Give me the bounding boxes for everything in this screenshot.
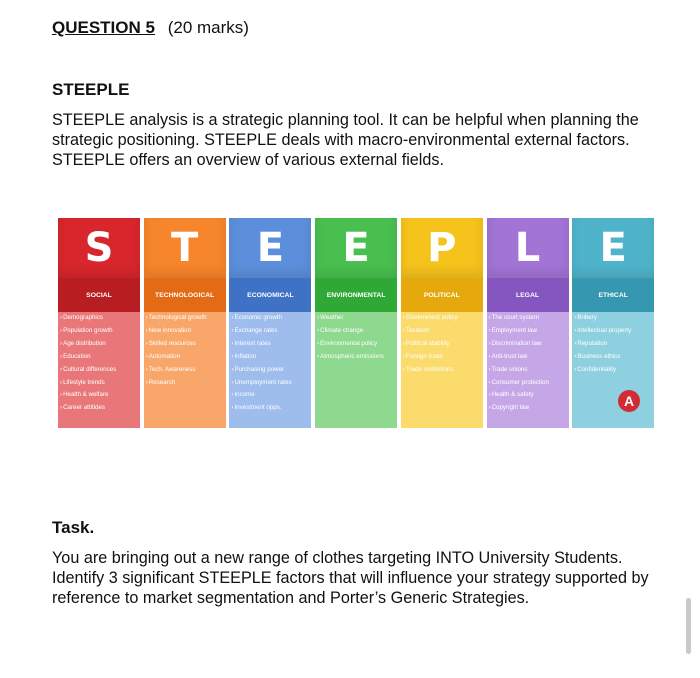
steeple-factor: › The court system (489, 314, 569, 322)
steeple-factor-list (315, 312, 397, 428)
steeple-factor: › Discrimination law (489, 340, 569, 348)
steeple-factor: › Political stability (403, 340, 483, 348)
section-title: STEEPLE (52, 80, 130, 99)
steeple-factor: › Climate change (317, 327, 397, 335)
steeple-factor-list (229, 312, 311, 428)
steeple-factor: › Demographics (60, 314, 140, 322)
steeple-label: ETHICAL (572, 278, 654, 312)
steeple-factor: › Cultural differences (60, 366, 140, 374)
steeple-factor: › Career attitides (60, 404, 140, 412)
steeple-letter: E (572, 218, 654, 278)
intro-paragraph: STEEPLE analysis is a strategic planning tool. It can be helpful when planning the strategic positioning. STEEPLE deals with macro-environmental external factors. STEEPLE offers an overview of various external fields. (52, 111, 639, 169)
steeple-factor: › Health & welfare (60, 391, 140, 399)
task-text: You are bringing out a new range of clothes targeting INTO University Students. Identify 3 significant STEEPLE factors that will influence your strategy supported by reference to market segmentation and Porter’s Generic Strategies. (52, 549, 649, 607)
steeple-factor: › Taxation (403, 327, 483, 335)
steeple-column-environmental (315, 218, 397, 428)
steeple-factor: › Trade restrictions (403, 366, 483, 374)
scrollbar-thumb[interactable] (686, 598, 691, 654)
steeple-factor-list (572, 312, 654, 428)
steeple-factor-list (401, 312, 483, 428)
steeple-column-legal (487, 218, 569, 428)
steeple-letter: L (487, 218, 569, 278)
steeple-label: ECONOMICAL (229, 278, 311, 312)
steeple-factor: › Business ethics (574, 353, 654, 361)
steeple-factor: › Automation (146, 353, 226, 361)
steeple-factor: › Lifestyle trends (60, 379, 140, 387)
steeple-factor-list (58, 312, 140, 428)
steeple-factor: › Income (231, 391, 311, 399)
steeple-factor: › New innovation (146, 327, 226, 335)
brand-logo-icon: A (618, 390, 640, 412)
steeple-factor: › Consumer protection (489, 379, 569, 387)
steeple-letter: T (144, 218, 226, 278)
steeple-label: TECHNOLOGICAL (144, 278, 226, 312)
steeple-letter: S (58, 218, 140, 278)
steeple-letter: E (229, 218, 311, 278)
steeple-label: ENVIRONMENTAL (315, 278, 397, 312)
steeple-factor: › Copyright law (489, 404, 569, 412)
steeple-column-social (58, 218, 140, 428)
steeple-factor-list (487, 312, 569, 428)
steeple-factor: › Reputation (574, 340, 654, 348)
steeple-factor: › Population growth (60, 327, 140, 335)
steeple-factor: › Technological growth (146, 314, 226, 322)
steeple-graphic (58, 218, 650, 430)
steeple-factor: › Foreign trade (403, 353, 483, 361)
steeple-factor: › Tech. Awareness (146, 366, 226, 374)
steeple-label: LEGAL (487, 278, 569, 312)
steeple-factor: › Health & safety (489, 391, 569, 399)
steeple-factor: › Environmental policy (317, 340, 397, 348)
steeple-factor: › Age distribution (60, 340, 140, 348)
steeple-factor: › Bribery (574, 314, 654, 322)
question-title: QUESTION 5 (52, 18, 155, 37)
question-header (52, 18, 249, 38)
steeple-letter: P (401, 218, 483, 278)
steeple-label: SOCIAL (58, 278, 140, 312)
steeple-factor: › Employment law (489, 327, 569, 335)
steeple-factor: › Purchasing power (231, 366, 311, 374)
steeple-column-technological (144, 218, 226, 428)
steeple-letter: E (315, 218, 397, 278)
steeple-factor: › Exchange rates (231, 327, 311, 335)
steeple-label: POLITICAL (401, 278, 483, 312)
steeple-factor: › Investment opps. (231, 404, 311, 412)
steeple-factor: › Skilled resources (146, 340, 226, 348)
steeple-factor: › Weather (317, 314, 397, 322)
steeple-column-ethical (572, 218, 654, 428)
steeple-factor: › Atmospheric emissions (317, 353, 397, 361)
steeple-factor: › Inflation (231, 353, 311, 361)
steeple-factor: › Government policy (403, 314, 483, 322)
steeple-column-economical (229, 218, 311, 428)
steeple-factor: › Research (146, 379, 226, 387)
steeple-factor: › Anti-trust law (489, 353, 569, 361)
task-title: Task. (52, 518, 95, 537)
steeple-factor-list (144, 312, 226, 428)
steeple-factor: › Confidentiality (574, 366, 654, 374)
steeple-column-political (401, 218, 483, 428)
steeple-factor: › Interest rates (231, 340, 311, 348)
steeple-factor: › Trade unions (489, 366, 569, 374)
question-marks: (20 marks) (167, 18, 249, 37)
steeple-factor: › Intellectual property (574, 327, 654, 335)
steeple-factor: › Education (60, 353, 140, 361)
steeple-factor: › Economic growth (231, 314, 311, 322)
steeple-factor: › Unemployment rates (231, 379, 311, 387)
